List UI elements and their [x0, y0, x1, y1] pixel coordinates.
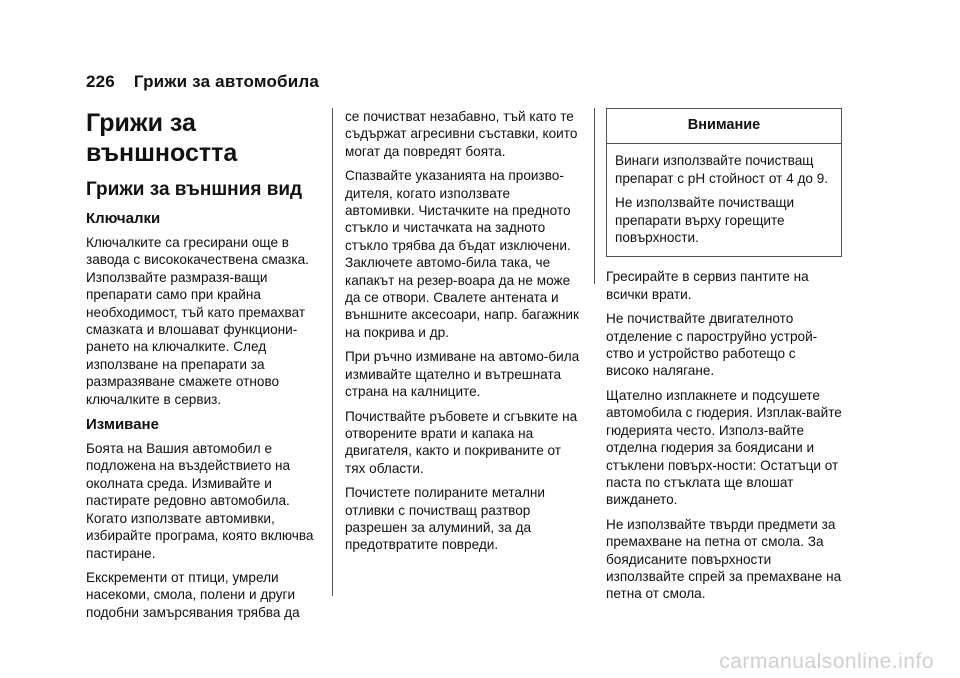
column-divider-2	[594, 108, 595, 284]
column-3	[606, 108, 842, 610]
locks-paragraph: Ключалките са гресирани още в завода с висококачествена смазка. Използвайте размразя-ващи препарати само при крайна необходимост, тъй като премахват смазката и влошават функциони-рането на ключалките. След използване на препарати за размразяване смажете отново ключалките в сервиз.	[86, 235, 309, 407]
column-1	[86, 108, 324, 628]
notice-title: Внимание	[607, 109, 841, 144]
column-divider-1	[332, 108, 333, 596]
notice-line: Винаги използвайте почистващ препарат с pH стойност от 4 до 9.	[615, 153, 829, 186]
notice-line: Не използвайте почистващи препарати върху горещите повърхности.	[615, 195, 795, 246]
section-title: Грижи за автомобила	[133, 72, 320, 91]
section-subtitle: Грижи за външния вид	[86, 179, 303, 200]
washing-heading: Измиване	[86, 416, 159, 434]
paragraph: Не използвайте твърди предмети за премахване на петна от смола. За боядисаните повърхности използвайте спрей за премахване на петна от смола.	[606, 516, 842, 602]
paragraph: При ръчно измиване на автомо-била измивайте щателно и вътрешната страна на калниците.	[345, 349, 580, 400]
paragraph: се почистват незабавно, тъй като те съдържат агресивни съставки, които могат да повредят боята.	[345, 109, 578, 159]
notice-box	[606, 108, 842, 257]
column-2	[345, 108, 581, 561]
paragraph: Спазвайте указанията на произво-дителя, когато използвате автомивки. Чистачките на предното стъкло и чистачката на задното стъкло трябва да бъдат изключени. Заключете автомо-била така, че капакът на резер-воара да не може да се отвори. Свалете антената и външните аксесоари, напр. багажник на покрива и др.	[345, 168, 579, 340]
page-header	[86, 72, 319, 92]
paragraph: Гресирайте в сервиз пантите на всички врати.	[606, 269, 809, 302]
page-number: 226	[86, 72, 115, 91]
locks-heading: Ключалки	[86, 210, 161, 227]
paragraph: Почистете полираните метални отливки с почистващ разтвор разрешен за алуминий, за да предотвратите повреди.	[345, 485, 545, 553]
notice-body	[607, 144, 841, 256]
washing-paragraph-2: Екскременти от птици, умрели насекоми, смола, полени и други подобни замърсявания трябва да	[86, 569, 300, 620]
washing-paragraph-1: Боята на Вашия автомобил е подложена на въздействието на околната среда. Измивайте и пастирате редовно автомобила. Когато използвате автомивки, избирайте програма, която включва пастиране.	[86, 441, 314, 561]
chapter-title: Грижи за външността	[86, 109, 238, 167]
paragraph: Почиствайте ръбовете и сгъвките на отворените врати и капака на двигателя, както и покриваните от тях области.	[345, 408, 578, 476]
paragraph: Не почиствайте двигателното отделение с пароструйно устрой-ство и устройство работещо с високо налягане.	[606, 311, 818, 379]
watermark: carmanualsonline.info	[719, 650, 934, 673]
paragraph: Щателно изплакнете и подсушете автомобила с гюдерия. Изплак-вайте гюдерията често. Използ-вайте отделна гюдерия за боядисани и стъклени повърх-ности: Остатъци от паста по стъклата ще влошат виждането.	[606, 387, 842, 508]
